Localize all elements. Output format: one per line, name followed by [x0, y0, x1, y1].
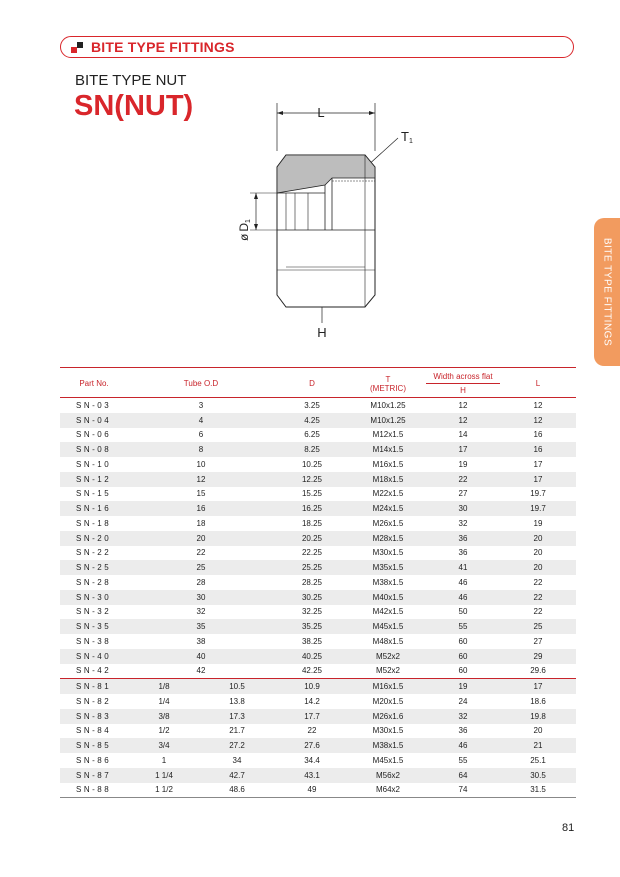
- cell-h: 14: [458, 430, 468, 440]
- cell-t: M45x1.5: [372, 755, 404, 765]
- col-part-no: Part No.: [60, 368, 128, 398]
- cell-tube-od: 10: [196, 459, 206, 469]
- cell-part-no: SN-15: [76, 489, 112, 499]
- cell-l: 16: [500, 442, 576, 457]
- table-row: [60, 516, 576, 531]
- label-T1: T1: [401, 129, 413, 145]
- cell-d: 10.25: [301, 459, 323, 469]
- col-tube-od: Tube O.D: [128, 368, 274, 398]
- cell-t: M48x1.5: [372, 636, 404, 646]
- cell-part-no: SN-18: [76, 518, 112, 528]
- cell-l: 12: [533, 400, 543, 410]
- cell-t: M20x1.5: [372, 696, 404, 706]
- squares-icon: [71, 42, 83, 53]
- table-row: [60, 560, 576, 575]
- label-H: H: [317, 325, 327, 340]
- cell-l: 19.8: [500, 709, 576, 724]
- cell-part-no: SN-03: [76, 400, 112, 410]
- cell-h: 32: [426, 709, 500, 724]
- cell-d: 35.25: [274, 619, 350, 634]
- cell-part-no: SN-88: [60, 783, 128, 798]
- cell-d: 8.25: [274, 442, 350, 457]
- side-tab-label: BITE TYPE FITTINGS: [601, 237, 613, 347]
- cell-h: 46: [426, 738, 500, 753]
- cell-t: M10x1.25: [370, 400, 406, 410]
- table-row: [60, 753, 576, 768]
- cell-l: 17: [500, 679, 576, 694]
- cell-h: 50: [458, 607, 468, 617]
- cell-tube-od: 35: [128, 619, 274, 634]
- cell-t: M26x1.6: [350, 709, 426, 724]
- col-h: H: [426, 384, 500, 398]
- table-row: [60, 605, 576, 620]
- cell-d: 17.7: [274, 709, 350, 724]
- table-row: [60, 457, 576, 472]
- cell-d: 22.25: [301, 548, 323, 558]
- cell-h: 19: [458, 459, 468, 469]
- page-subtitle: BITE TYPE NUT: [75, 72, 187, 89]
- table-row: [60, 679, 576, 694]
- label-L: L: [317, 105, 325, 120]
- cell-l: 17: [533, 459, 543, 469]
- cell-d: 34.4: [304, 755, 320, 765]
- cell-d: 28.25: [301, 577, 323, 587]
- cell-d: 38.25: [301, 636, 323, 646]
- cell-d: 43.1: [274, 768, 350, 783]
- cell-d: 49: [274, 783, 350, 798]
- cell-tube-od: 30: [128, 590, 274, 605]
- cell-h: 46: [458, 577, 468, 587]
- cell-h: 74: [426, 783, 500, 798]
- cell-h: 55: [458, 755, 468, 765]
- cell-part-no: SN-38: [76, 636, 112, 646]
- nut-drawing: [220, 95, 440, 345]
- cell-h: 41: [426, 560, 500, 575]
- table-row: [60, 783, 576, 798]
- cell-h: 19: [426, 679, 500, 694]
- table-row: [60, 649, 576, 664]
- cell-part-no: SN-04: [60, 413, 128, 428]
- table-row: [60, 709, 576, 724]
- col-d: D: [274, 368, 350, 398]
- cell-od: 27.2: [200, 738, 274, 753]
- table-row: [60, 413, 576, 428]
- cell-h: 64: [426, 768, 500, 783]
- cell-t: M56x2: [350, 768, 426, 783]
- cell-t: M38x1.5: [372, 577, 404, 587]
- page-title: SN(NUT): [74, 90, 194, 122]
- table-row: [60, 724, 576, 739]
- cell-part-no: SN-87: [60, 768, 128, 783]
- cell-h: 22: [426, 472, 500, 487]
- cell-part-no: SN-40: [60, 649, 128, 664]
- cell-d: 22: [307, 726, 317, 736]
- page-number: 81: [562, 822, 575, 834]
- table-row: [60, 546, 576, 561]
- cell-d: 14.2: [304, 696, 320, 706]
- cell-part-no: SN-06: [76, 430, 112, 440]
- cell-l: 19: [533, 518, 543, 528]
- cell-d: 30.25: [274, 590, 350, 605]
- cell-tube-od: 12: [128, 472, 274, 487]
- cell-tube-od: 42: [196, 666, 206, 676]
- cell-inch: 1 1/2: [128, 783, 200, 798]
- cell-od: 42.7: [200, 768, 274, 783]
- cell-inch: 1: [161, 755, 167, 765]
- cell-d: 27.6: [274, 738, 350, 753]
- table-row: [60, 487, 576, 502]
- cell-t: M26x1.5: [372, 518, 404, 528]
- cell-t: M35x1.5: [350, 560, 426, 575]
- cell-part-no: SN-22: [76, 548, 112, 558]
- table-row: [60, 619, 576, 634]
- cell-d: 10.9: [274, 679, 350, 694]
- cell-l: 22: [500, 590, 576, 605]
- cell-tube-od: 38: [196, 636, 206, 646]
- cell-l: 20: [533, 726, 543, 736]
- table-row: [60, 634, 576, 649]
- cell-tube-od: 25: [128, 560, 274, 575]
- cell-part-no: SN-83: [60, 709, 128, 724]
- cell-part-no: SN-86: [76, 755, 112, 765]
- cell-t: M18x1.5: [350, 472, 426, 487]
- table-row: [60, 694, 576, 709]
- cell-part-no: SN-25: [60, 560, 128, 575]
- cell-part-no: SN-81: [60, 679, 128, 694]
- cell-h: 30: [426, 501, 500, 516]
- cell-d: 15.25: [301, 489, 323, 499]
- cell-d: 40.25: [274, 649, 350, 664]
- cell-l: 22: [533, 607, 543, 617]
- table-row: [60, 398, 576, 413]
- cell-part-no: SN-84: [76, 726, 112, 736]
- cell-tube-od: 18: [196, 518, 206, 528]
- table-row: [60, 664, 576, 679]
- cell-d: 6.25: [304, 430, 320, 440]
- cell-d: 32.25: [301, 607, 323, 617]
- cell-h: 60: [458, 636, 468, 646]
- table-row: [60, 768, 576, 783]
- cell-t: M40x1.5: [350, 590, 426, 605]
- cell-t: M30x1.5: [372, 548, 404, 558]
- cell-inch: 1/8: [128, 679, 200, 694]
- col-l: L: [500, 368, 576, 398]
- cell-h: 60: [426, 649, 500, 664]
- cell-t: M16x1.5: [372, 459, 404, 469]
- cell-l: 17: [500, 472, 576, 487]
- cell-l: 22: [533, 577, 543, 587]
- cell-d: 4.25: [274, 413, 350, 428]
- cell-inch: 1/4: [158, 696, 170, 706]
- table-row: [60, 472, 576, 487]
- side-tab[interactable]: [594, 218, 620, 366]
- cell-h: 27: [458, 489, 468, 499]
- table-row: [60, 428, 576, 443]
- cell-t: M38x1.5: [350, 738, 426, 753]
- cell-part-no: SN-12: [60, 472, 128, 487]
- table-row: [60, 590, 576, 605]
- cell-l: 29: [500, 649, 576, 664]
- cell-tube-od: 15: [196, 489, 206, 499]
- cell-h: 12: [426, 413, 500, 428]
- cell-l: 20: [500, 560, 576, 575]
- cell-inch: 3/4: [128, 738, 200, 753]
- cell-t: M42x1.5: [372, 607, 404, 617]
- cell-d: 3.25: [304, 400, 320, 410]
- table-row: [60, 501, 576, 516]
- cell-d: 18.25: [301, 518, 323, 528]
- cell-d: 42.25: [301, 666, 323, 676]
- cell-l: 30.5: [500, 768, 576, 783]
- cell-l: 25.1: [530, 755, 546, 765]
- cell-l: 20: [533, 548, 543, 558]
- cell-tube-od: 20: [128, 531, 274, 546]
- cell-t: M14x1.5: [350, 442, 426, 457]
- cell-h: 36: [426, 531, 500, 546]
- col-t: T (METRIC): [350, 368, 426, 398]
- cell-od: 17.3: [200, 709, 274, 724]
- cell-h: 12: [458, 400, 468, 410]
- cell-tube-od: 32: [196, 607, 206, 617]
- cell-tube-od: 3: [198, 400, 204, 410]
- cell-t: M30x1.5: [372, 726, 404, 736]
- table-row: [60, 531, 576, 546]
- cell-l: 18.6: [530, 696, 546, 706]
- cell-h: 36: [458, 548, 468, 558]
- cell-l: 16: [533, 430, 543, 440]
- cell-od: 10.5: [200, 679, 274, 694]
- cell-part-no: SN-32: [76, 607, 112, 617]
- cell-part-no: SN-85: [60, 738, 128, 753]
- cell-d: 20.25: [274, 531, 350, 546]
- cell-t: M52x2: [375, 666, 400, 676]
- cell-t: M45x1.5: [350, 619, 426, 634]
- cell-l: 31.5: [500, 783, 576, 798]
- cell-part-no: SN-28: [76, 577, 112, 587]
- spec-table-body: [60, 398, 576, 798]
- cell-t: M24x1.5: [350, 501, 426, 516]
- cell-l: 21: [500, 738, 576, 753]
- cell-tube-od: 28: [196, 577, 206, 587]
- cell-od: 34: [232, 755, 242, 765]
- cell-t: M28x1.5: [350, 531, 426, 546]
- cell-t: M64x2: [350, 783, 426, 798]
- cell-part-no: SN-35: [60, 619, 128, 634]
- cell-t: M22x1.5: [372, 489, 404, 499]
- cell-inch: 1 1/4: [128, 768, 200, 783]
- col-waf: Width across flat: [426, 368, 500, 384]
- cell-h: 46: [426, 590, 500, 605]
- cell-od: 48.6: [200, 783, 274, 798]
- section-header: [60, 36, 574, 58]
- cell-inch: 3/8: [128, 709, 200, 724]
- cell-l: 25: [500, 619, 576, 634]
- cell-tube-od: 4: [128, 413, 274, 428]
- cell-part-no: SN-82: [76, 696, 112, 706]
- cell-part-no: SN-30: [60, 590, 128, 605]
- cell-h: 36: [458, 726, 468, 736]
- cell-tube-od: 22: [196, 548, 206, 558]
- cell-t: M16x1.5: [350, 679, 426, 694]
- cell-l: 27: [533, 636, 543, 646]
- cell-tube-od: 40: [128, 649, 274, 664]
- cell-l: 20: [500, 531, 576, 546]
- label-D1: øD1: [237, 219, 252, 241]
- cell-d: 25.25: [274, 560, 350, 575]
- cell-h: 55: [426, 619, 500, 634]
- cell-tube-od: 8: [128, 442, 274, 457]
- cell-inch: 1/2: [158, 726, 170, 736]
- cell-h: 32: [458, 518, 468, 528]
- cell-part-no: SN-16: [60, 501, 128, 516]
- cell-t: M12x1.5: [372, 430, 404, 440]
- spec-table: [60, 367, 576, 798]
- cell-od: 13.8: [229, 696, 245, 706]
- cell-part-no: SN-10: [76, 459, 112, 469]
- cell-part-no: SN-08: [60, 442, 128, 457]
- cell-l: 12: [500, 413, 576, 428]
- cell-h: 60: [458, 666, 468, 676]
- cell-od: 21.7: [229, 726, 245, 736]
- cell-part-no: SN-42: [76, 666, 112, 676]
- cell-h: 17: [426, 442, 500, 457]
- cell-h: 24: [458, 696, 468, 706]
- cell-l: 19.7: [500, 501, 576, 516]
- cell-l: 29.6: [530, 666, 546, 676]
- table-row: [60, 442, 576, 457]
- cell-d: 16.25: [274, 501, 350, 516]
- cell-t: M10x1.25: [350, 413, 426, 428]
- cell-d: 12.25: [274, 472, 350, 487]
- cell-tube-od: 6: [198, 430, 204, 440]
- cell-t: M52x2: [350, 649, 426, 664]
- cell-tube-od: 16: [128, 501, 274, 516]
- table-row: [60, 738, 576, 753]
- table-row: [60, 575, 576, 590]
- cell-l: 19.7: [530, 489, 546, 499]
- section-title: BITE TYPE FITTINGS: [91, 39, 235, 55]
- cell-part-no: SN-20: [60, 531, 128, 546]
